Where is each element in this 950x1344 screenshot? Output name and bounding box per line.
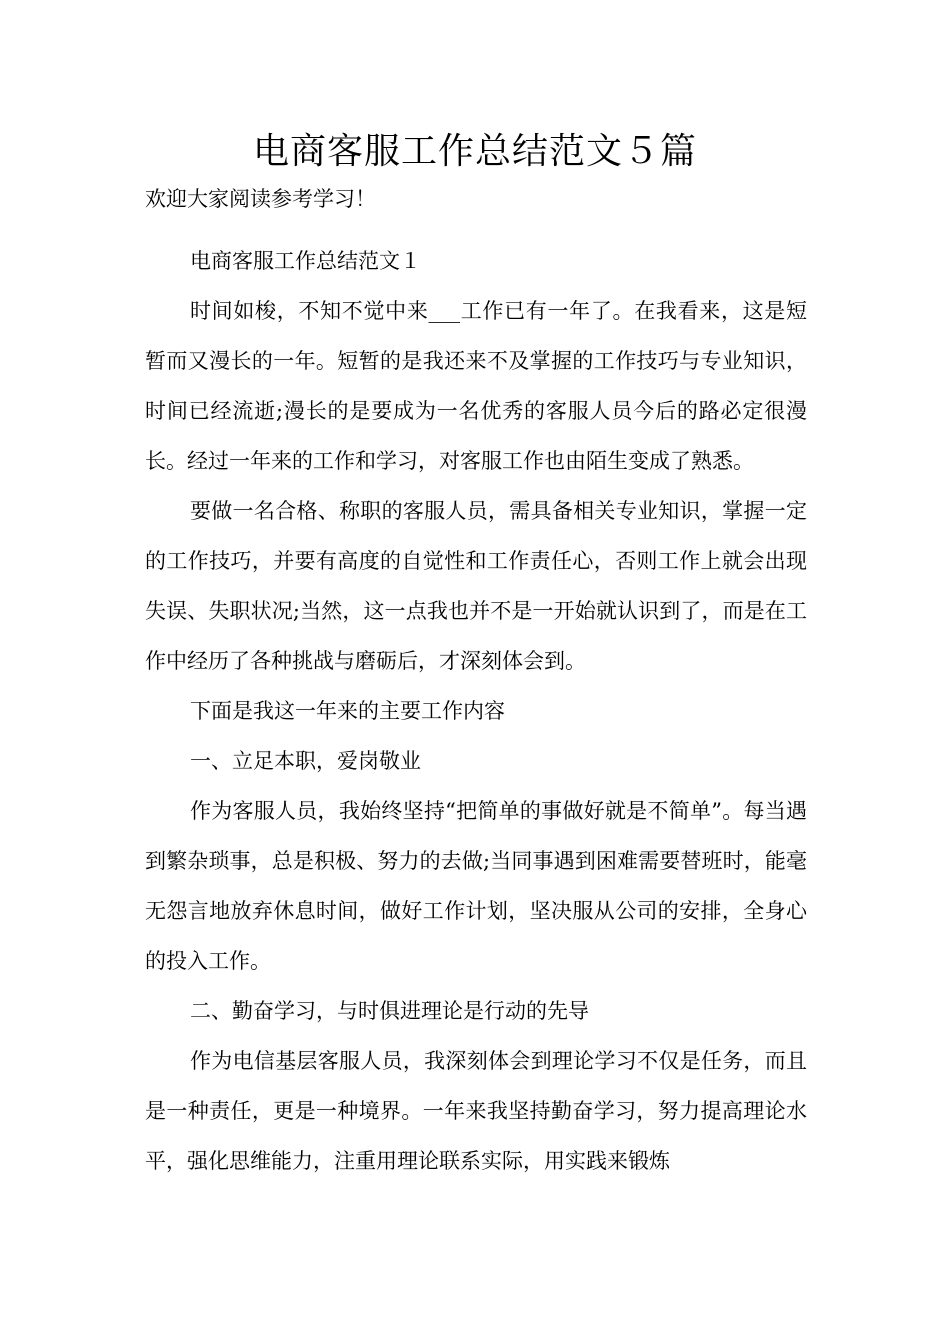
paragraph: 要做一名合格、称职的客服人员，需具备相关专业知识，掌握一定的工作技巧，并要有高度的自觉性和工作责任心，否则工作上就会出现失误、失职状况;当然，这一点我也并不是一开始就认识到了，而是在工作中经历了各种挑战与磨砺后，才深刻体会到。 — [145, 499, 807, 673]
paragraph: 作为客服人员，我始终坚持“把简单的事做好就是不简单”。每当遇到繁杂琐事，总是积极、努力的去做;当同事遇到困难需要替班时，能毫无怨言地放弃休息时间，做好工作计划，坚决服从公司的安排，全身心的投入工作。 — [145, 799, 807, 973]
document-title: 电商客服工作总结范文５篇 — [252, 131, 697, 172]
paragraph: 时间如梭，不知不觉中来___工作已有一年了。在我看来，这是短暂而又漫长的一年。短暂的是我还来不及掌握的工作技巧与专业知识，时间已经流逝;漫长的是要成为一名优秀的客服人员今后的路必定很漫长。经过一年来的工作和学习，对客服工作也由陌生变成了熟悉。 — [145, 299, 807, 473]
intro-line: 欢迎大家阅读参考学习！ — [145, 187, 376, 211]
document-body — [145, 236, 807, 1186]
paragraph: 作为电信基层客服人员，我深刻体会到理论学习不仅是任务，而且是一种责任，更是一种境界。一年来我坚持勤奋学习，努力提高理论水平，强化思维能力，注重用理论联系实际，用实践来锻炼 — [145, 1049, 807, 1173]
section-heading: 一、立足本职，爱岗敬业 — [190, 749, 421, 773]
section-heading: 电商客服工作总结范文１ — [190, 249, 421, 273]
paragraph: 下面是我这一年来的主要工作内容 — [190, 699, 505, 723]
section-heading: 二、勤奋学习，与时俱进理论是行动的先导 — [190, 999, 589, 1023]
